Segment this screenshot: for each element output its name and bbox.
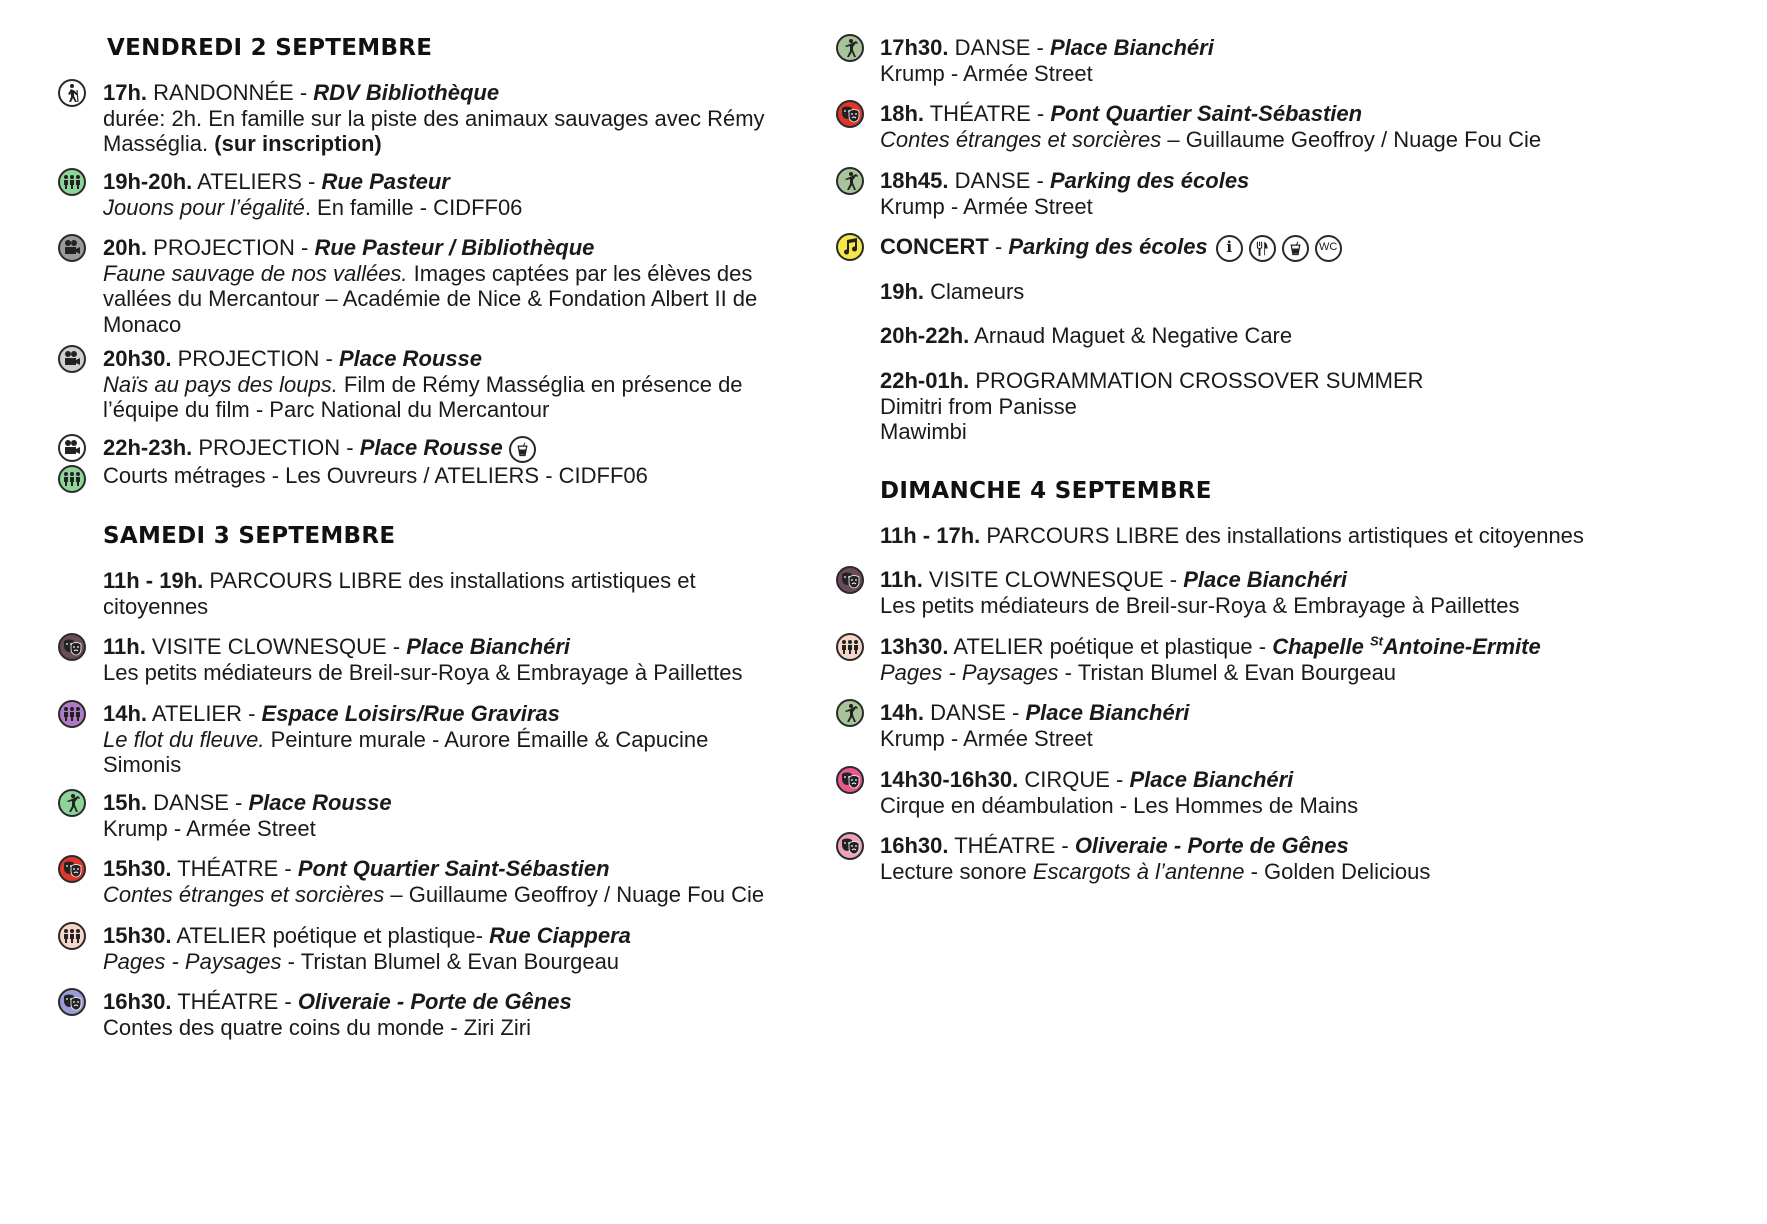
event-desc: . En famille - CIDFF06 <box>304 194 523 220</box>
event-saturday-1 <box>103 634 743 685</box>
event-desc: - Golden Delicious <box>1244 858 1431 884</box>
event-place: Antoine-Ermite <box>1383 634 1541 659</box>
event-desc: – Guillaume Geoffroy / Nuage Fou Cie <box>1161 126 1542 152</box>
event-place: Place Bianchéri <box>1025 700 1190 725</box>
event-desc: l’équipe du film - Parc National du Mercantour <box>103 397 550 422</box>
event-friday-1 <box>103 80 765 157</box>
event-category: PROJECTION - <box>192 435 360 460</box>
dancer-icon <box>836 167 864 195</box>
event-place: Chapelle <box>1272 634 1370 659</box>
event-time: 15h30. <box>103 856 172 881</box>
event-title: Pages - Paysages <box>880 659 1059 685</box>
group-icon <box>58 922 86 950</box>
event-desc: Film de Rémy Masséglia en présence de <box>337 371 743 397</box>
event-place: Place Rousse <box>248 790 392 815</box>
event-friday-5 <box>103 435 648 488</box>
event-place: Parking des écoles <box>1049 168 1250 193</box>
event-category: PROGRAMMATION CROSSOVER SUMMER <box>969 368 1424 393</box>
event-place: Pont Quartier Saint-Sébastien <box>1050 101 1363 126</box>
theatre-masks-icon <box>836 566 864 594</box>
event-place: Oliveraie - Porte de Gênes <box>1074 833 1349 858</box>
event-place: Pont Quartier Saint-Sébastien <box>297 856 610 881</box>
event-time: 11h - 19h. <box>103 568 204 593</box>
event-time: 14h. <box>880 700 925 725</box>
event-artist: Clameurs <box>924 279 1025 304</box>
event-saturday-0 <box>103 568 696 619</box>
event-category: DANSE - <box>147 790 249 815</box>
event-desc: Les petits médiateurs de Breil-sur-Roya & Embrayage à Paillettes <box>103 659 743 685</box>
event-time: 16h30. <box>880 833 949 858</box>
event-title: Naïs au pays des loups. <box>103 371 338 397</box>
event-title: Le flot du fleuve. <box>103 726 265 752</box>
event-place-sup: St <box>1370 633 1383 649</box>
day-heading-friday: VENDREDI 2 SEPTEMBRE <box>107 35 433 61</box>
event-time: 19h. <box>880 279 925 304</box>
event-desc: Courts métrages - Les Ouvreurs / ATELIERS - CIDFF06 <box>103 462 648 488</box>
event-place: RDV Bibliothèque <box>313 80 500 105</box>
event-saturday-6 <box>103 989 572 1040</box>
event-saturday-8 <box>880 101 1541 152</box>
event-place: Place Rousse <box>338 346 483 371</box>
theatre-masks-icon <box>836 100 864 128</box>
event-title: Jouons pour l’égalité <box>103 194 305 220</box>
event-desc: - Tristan Blumel & Evan Bourgeau <box>1058 659 1397 685</box>
event-time: 11h. <box>103 634 146 659</box>
event-artist: Mawimbi <box>880 419 967 444</box>
music-note-icon <box>836 233 864 261</box>
event-desc: vallées du Mercantour – Académie de Nice & Fondation Albert II de <box>103 286 758 311</box>
event-saturday-3 <box>103 790 392 841</box>
event-category: VISITE CLOWNESQUE - <box>922 567 1184 592</box>
event-category: VISITE CLOWNESQUE - <box>145 634 407 659</box>
event-place: Place Bianchéri <box>1183 567 1348 592</box>
group-icon <box>58 168 86 196</box>
event-sunday-3 <box>880 700 1189 751</box>
event-category: ATELIER poétique et plastique- <box>171 923 490 948</box>
event-category: CIRQUE - <box>1018 767 1130 792</box>
day-heading-saturday: SAMEDI 3 SEPTEMBRE <box>103 523 396 549</box>
event-saturday-9 <box>880 168 1249 219</box>
event-category: PROJECTION - <box>171 346 339 371</box>
event-category: THÉATRE - <box>948 833 1075 858</box>
event-time: 20h-22h. <box>880 323 970 348</box>
theatre-masks-icon <box>836 766 864 794</box>
group-icon <box>58 700 86 728</box>
theatre-masks-icon <box>836 832 864 860</box>
event-desc: Krump - Armée Street <box>880 193 1093 219</box>
theatre-masks-icon <box>58 855 86 883</box>
event-title: Pages - Paysages <box>103 948 282 974</box>
event-time: 14h. <box>103 701 148 726</box>
event-saturday-2 <box>103 701 708 778</box>
event-saturday-7 <box>880 35 1214 86</box>
event-category: PARCOURS LIBRE des installations artistiques et citoyennes <box>980 523 1584 548</box>
drink-icon <box>1282 235 1309 262</box>
event-place: Rue Ciappera <box>489 923 631 948</box>
event-sunday-0 <box>880 523 1584 549</box>
dancer-icon <box>836 34 864 62</box>
event-title: Escargots à l’antenne <box>1032 858 1245 884</box>
event-time: 14h30-16h30. <box>880 767 1019 792</box>
event-desc: Masséglia. <box>103 131 215 156</box>
event-desc: Simonis <box>103 752 182 777</box>
event-desc: Contes des quatre coins du monde - Ziri Ziri <box>103 1014 531 1040</box>
event-time: 13h30. <box>880 634 949 659</box>
event-concert-1 <box>880 279 1024 305</box>
event-concert-3 <box>880 368 1424 445</box>
event-place: Place Rousse <box>359 435 503 460</box>
event-sunday-5 <box>880 833 1430 884</box>
event-desc: Krump - Armée Street <box>880 725 1093 751</box>
event-place: Place Bianchéri <box>406 634 571 659</box>
event-category: DANSE - <box>924 700 1026 725</box>
drink-icon <box>509 436 536 463</box>
event-time: 20h. <box>103 235 148 260</box>
event-time: 17h30. <box>880 35 949 60</box>
event-saturday-4 <box>103 856 764 907</box>
event-time: 11h - 17h. <box>880 523 981 548</box>
event-category: THÉATRE - <box>924 101 1051 126</box>
event-time: 18h45. <box>880 168 949 193</box>
event-artist: Arnaud Maguet & Negative Care <box>969 323 1293 348</box>
event-time: 15h30. <box>103 923 172 948</box>
event-desc: Images captées par les élèves des <box>407 260 753 286</box>
event-place: Rue Pasteur <box>321 169 450 194</box>
event-desc: Krump - Armée Street <box>103 815 316 841</box>
event-category: PARCOURS LIBRE des installations artistiques et <box>203 568 696 593</box>
event-desc: Cirque en déambulation - Les Hommes de Mains <box>880 792 1359 818</box>
event-desc: – Guillaume Geoffroy / Nuage Fou Cie <box>384 881 765 907</box>
event-note: (sur inscription) <box>214 131 382 156</box>
event-desc: - Tristan Blumel & Evan Bourgeau <box>281 948 620 974</box>
event-desc: Les petits médiateurs de Breil-sur-Roya & Embrayage à Paillettes <box>880 592 1520 618</box>
event-time: 16h30. <box>103 989 172 1014</box>
event-place: Parking des écoles <box>1008 234 1208 259</box>
event-time: 19h-20h. <box>103 169 193 194</box>
theatre-masks-icon <box>58 988 86 1016</box>
day-heading-sunday: DIMANCHE 4 SEPTEMBRE <box>880 478 1212 504</box>
event-place: Espace Loisirs/Rue Graviras <box>261 701 560 726</box>
event-desc: Krump - Armée Street <box>880 60 1093 86</box>
event-place: Oliveraie - Porte de Gênes <box>297 989 572 1014</box>
event-place: Place Bianchéri <box>1129 767 1294 792</box>
dancer-icon <box>836 699 864 727</box>
event-time: 11h. <box>880 567 923 592</box>
event-separator: - <box>988 234 1009 259</box>
event-desc: citoyennes <box>103 593 209 619</box>
event-place: Place Bianchéri <box>1049 35 1214 60</box>
event-category: THÉATRE - <box>171 989 298 1014</box>
event-desc: durée: 2h. En famille sur la piste des animaux sauvages avec Rémy <box>103 105 765 131</box>
event-category: ATELIER poétique et plastique - <box>948 634 1273 659</box>
info-icon: i <box>1216 235 1243 262</box>
fork-knife-icon <box>1249 235 1276 262</box>
group-icon <box>58 465 86 493</box>
event-title: Contes étranges et sorcières <box>103 881 385 907</box>
group-icon <box>836 633 864 661</box>
event-time: 20h30. <box>103 346 172 371</box>
event-category: DANSE - <box>948 168 1050 193</box>
event-saturday-5 <box>103 923 631 974</box>
event-friday-3 <box>103 235 757 337</box>
event-sunday-4 <box>880 767 1358 818</box>
event-time: 22h-23h. <box>103 435 193 460</box>
event-concert-2 <box>880 323 1292 349</box>
event-desc: Lecture sonore <box>880 858 1033 884</box>
camera-icon <box>58 434 86 462</box>
event-category: ATELIERS - <box>192 169 322 194</box>
event-category: THÉATRE - <box>171 856 298 881</box>
event-title: Contes étranges et sorcières <box>880 126 1162 152</box>
event-friday-4 <box>103 346 743 423</box>
camera-icon <box>58 345 86 373</box>
event-category: DANSE - <box>948 35 1050 60</box>
event-place: Rue Pasteur / Bibliothèque <box>314 235 595 260</box>
event-time: 17h. <box>103 80 148 105</box>
event-sunday-1 <box>880 567 1520 618</box>
event-desc: Monaco <box>103 311 182 337</box>
event-category: ATELIER - <box>147 701 262 726</box>
theatre-masks-icon <box>58 633 86 661</box>
event-artist: Dimitri from Panisse <box>880 393 1077 419</box>
event-sunday-2 <box>880 634 1541 685</box>
event-time: 15h. <box>103 790 148 815</box>
event-concert <box>880 234 1342 262</box>
event-desc: Peinture murale - Aurore Émaille & Capucine <box>264 726 709 752</box>
event-friday-2 <box>103 169 522 220</box>
event-category: CONCERT <box>880 234 989 259</box>
wc-icon: WC <box>1315 235 1342 262</box>
event-category: RANDONNÉE - <box>147 80 314 105</box>
dancer-icon <box>58 789 86 817</box>
hiker-icon <box>58 79 86 107</box>
event-category: PROJECTION - <box>147 235 315 260</box>
event-title: Faune sauvage de nos vallées. <box>103 260 408 286</box>
event-time: 18h. <box>880 101 925 126</box>
camera-icon <box>58 234 86 262</box>
event-time: 22h-01h. <box>880 368 970 393</box>
